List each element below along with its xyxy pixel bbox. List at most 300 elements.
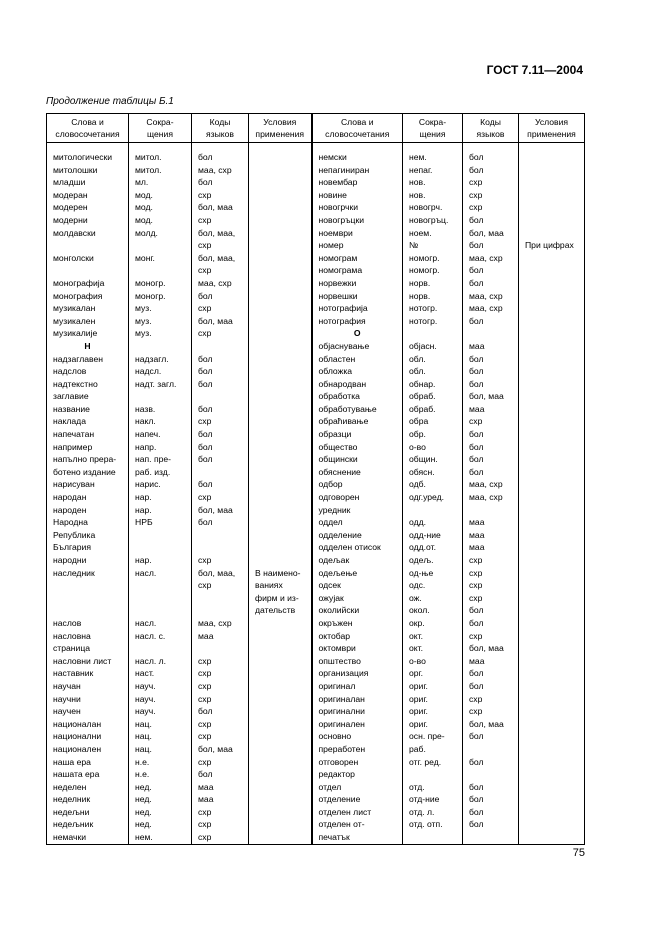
table-cell (249, 340, 312, 353)
table-cell: оригинални (312, 705, 403, 718)
document-id: ГОСТ 7.11—2004 (486, 63, 583, 77)
table-cell (249, 667, 312, 680)
table-row (47, 277, 585, 290)
table-cell (249, 164, 312, 177)
table-cell: обясн. (403, 466, 463, 479)
table-cell: народан (47, 491, 129, 504)
table-cell (519, 277, 585, 290)
table-cell (403, 327, 463, 340)
table-cell: објаснување (312, 340, 403, 353)
table-cell (249, 541, 312, 554)
table-cell (249, 529, 312, 542)
table-cell: схр (463, 189, 519, 202)
table-cell: номогр. (403, 264, 463, 277)
table-cell: схр (192, 302, 249, 315)
table-row (47, 630, 585, 643)
table-cell: отд. (403, 781, 463, 794)
table-cell: уредник (312, 504, 403, 517)
table-row (47, 718, 585, 731)
table-cell (519, 579, 585, 592)
table-row (47, 516, 585, 529)
table-cell: бол (463, 793, 519, 806)
table-cell: неделник (47, 793, 129, 806)
table-cell (519, 466, 585, 479)
table-row (47, 365, 585, 378)
table-cell: надзаглавен (47, 353, 129, 366)
table-cell: бол (192, 290, 249, 303)
table-cell: бол (463, 365, 519, 378)
table-cell: науч. (129, 705, 192, 718)
table-cell: номогр. (403, 252, 463, 265)
table-cell (249, 441, 312, 454)
table-cell: митолошки (47, 164, 129, 177)
table-cell (519, 403, 585, 416)
table-cell: бол, маа (192, 504, 249, 517)
table-cell (519, 390, 585, 403)
table-cell (519, 327, 585, 340)
table-cell (519, 655, 585, 668)
table-cell: маа (192, 793, 249, 806)
table-cell: митол. (129, 151, 192, 164)
table-row (47, 617, 585, 630)
table-cell: маа (463, 529, 519, 542)
table-cell (129, 604, 192, 617)
table-cell: о-во (403, 655, 463, 668)
table-cell: насловни лист (47, 655, 129, 668)
table-cell: бол (463, 164, 519, 177)
table-cell: монография (47, 290, 129, 303)
table-cell (249, 756, 312, 769)
table-cell (129, 529, 192, 542)
table-row (47, 315, 585, 328)
table-cell: напеч. (129, 428, 192, 441)
table-cell: новогрч. (403, 201, 463, 214)
table-row (47, 579, 585, 592)
table-cell: одељење (312, 567, 403, 580)
table-row (47, 491, 585, 504)
table-cell: немачки (47, 831, 129, 844)
table-cell: общество (312, 441, 403, 454)
table-cell (249, 403, 312, 416)
table-cell (519, 831, 585, 844)
table-cell: одсек (312, 579, 403, 592)
table-cell: ориг. (403, 705, 463, 718)
table-cell: обработка (312, 390, 403, 403)
table-cell: научан (47, 680, 129, 693)
table-cell: ориг. (403, 718, 463, 731)
table-cell: № (403, 239, 463, 252)
table-row (47, 453, 585, 466)
section-letter: Н (47, 340, 129, 353)
table-cell: бол (463, 239, 519, 252)
table-cell: нем. (403, 151, 463, 164)
table-cell: нотография (312, 315, 403, 328)
table-cell (129, 239, 192, 252)
table-cell: бол (463, 264, 519, 277)
table-cell: областен (312, 353, 403, 366)
table-cell (519, 604, 585, 617)
table-cell: бол (463, 667, 519, 680)
table-cell: модерни (47, 214, 129, 227)
table-cell: обнародван (312, 378, 403, 391)
table-cell (519, 264, 585, 277)
column-header: Сокра- щения (403, 114, 463, 143)
table-cell: мод. (129, 201, 192, 214)
table-cell: окол. (403, 604, 463, 617)
table-cell: напечатан (47, 428, 129, 441)
table-cell: норвешки (312, 290, 403, 303)
table-cell (519, 617, 585, 630)
table-cell: новогрчки (312, 201, 403, 214)
table-cell: муз. (129, 315, 192, 328)
table-cell: нарисуван (47, 478, 129, 491)
table-cell (249, 705, 312, 718)
table-row (47, 730, 585, 743)
table-cell: ожујак (312, 592, 403, 605)
table-cell: обраб. (403, 390, 463, 403)
table-cell: бол (192, 428, 249, 441)
table-cell: ориг. (403, 680, 463, 693)
table-cell (519, 768, 585, 781)
table-cell (249, 680, 312, 693)
table-cell (519, 478, 585, 491)
table-row (47, 806, 585, 819)
table-cell: митол. (129, 164, 192, 177)
table-cell (47, 592, 129, 605)
table-cell: обл. (403, 365, 463, 378)
table-cell: редактор (312, 768, 403, 781)
table-row (47, 693, 585, 706)
table-cell: схр (463, 554, 519, 567)
table-cell (249, 390, 312, 403)
table-cell: Народна (47, 516, 129, 529)
table-cell: оригинален (312, 718, 403, 731)
table-cell: схр (192, 327, 249, 340)
table-cell: бол, маа, (192, 252, 249, 265)
table-cell (519, 252, 585, 265)
table-cell (249, 201, 312, 214)
table-cell: бол, маа (192, 743, 249, 756)
table-cell (249, 478, 312, 491)
table-cell: неделен (47, 781, 129, 794)
table-cell: схр (192, 579, 249, 592)
table-cell (519, 353, 585, 366)
table-cell: одд.от. (403, 541, 463, 554)
table-cell: схр (463, 693, 519, 706)
table-cell: обяснение (312, 466, 403, 479)
table-cell: НРБ (129, 516, 192, 529)
table-row (47, 504, 585, 517)
table-cell (249, 554, 312, 567)
table-cell: бол, маа (463, 718, 519, 731)
table-cell: молдавски (47, 227, 129, 240)
table-row (47, 705, 585, 718)
table-cell (249, 365, 312, 378)
table-cell: маа, схр (463, 302, 519, 315)
table-row (47, 201, 585, 214)
table-cell (519, 781, 585, 794)
table-cell: окт. (403, 642, 463, 655)
table-cell: основно (312, 730, 403, 743)
table-cell (47, 579, 129, 592)
table-cell: националан (47, 718, 129, 731)
table-cell: обл. (403, 353, 463, 366)
table-cell: нац. (129, 730, 192, 743)
table-cell (519, 730, 585, 743)
table-cell: схр (192, 554, 249, 567)
table-cell: напълно прера- (47, 453, 129, 466)
table-cell: монг. (129, 252, 192, 265)
table-cell: образци (312, 428, 403, 441)
table-cell: схр (192, 655, 249, 668)
table-cell: бол (463, 453, 519, 466)
table-cell (463, 831, 519, 844)
table-cell (129, 390, 192, 403)
table-row (47, 428, 585, 441)
table-cell: В наимено- (249, 567, 312, 580)
table-cell (129, 592, 192, 605)
table-cell: одељ. (403, 554, 463, 567)
section-letter: О (312, 327, 403, 340)
table-cell: нац. (129, 718, 192, 731)
table-cell: мод. (129, 189, 192, 202)
table-cell: моногр. (129, 277, 192, 290)
table-row (47, 554, 585, 567)
table-cell: схр (192, 189, 249, 202)
table-cell: бол, маа, (192, 227, 249, 240)
table-cell: схр (463, 705, 519, 718)
table-cell: насловна (47, 630, 129, 643)
table-cell: надсл. (129, 365, 192, 378)
table-cell (519, 315, 585, 328)
table-cell (249, 793, 312, 806)
table-cell: назв. (129, 403, 192, 416)
table-cell: наставник (47, 667, 129, 680)
table-cell: схр (192, 730, 249, 743)
table-cell: отд. л. (403, 806, 463, 819)
table-cell (249, 315, 312, 328)
table-cell: нац. (129, 743, 192, 756)
table-cell (519, 189, 585, 202)
table-cell: нотогр. (403, 302, 463, 315)
table-cell: нед. (129, 806, 192, 819)
table-cell: обр. (403, 428, 463, 441)
column-header: Коды языков (192, 114, 249, 143)
table-cell (519, 806, 585, 819)
table-cell (519, 340, 585, 353)
table-cell: молд. (129, 227, 192, 240)
table-cell: национален (47, 743, 129, 756)
table-cell (249, 730, 312, 743)
table-cell (519, 705, 585, 718)
table-cell: нем. (129, 831, 192, 844)
table-cell: общински (312, 453, 403, 466)
table-cell: схр (463, 592, 519, 605)
table-cell: номограма (312, 264, 403, 277)
table-cell: бол (463, 151, 519, 164)
table-cell: организация (312, 667, 403, 680)
table-cell: народен (47, 504, 129, 517)
table-cell: надзагл. (129, 353, 192, 366)
table-cell: маа, схр (192, 617, 249, 630)
table-row (47, 680, 585, 693)
table-cell (249, 428, 312, 441)
table-cell: обраб. (403, 403, 463, 416)
table-cell: бол (463, 315, 519, 328)
table-cell (403, 504, 463, 517)
table-cell: науч. (129, 680, 192, 693)
table-cell (249, 655, 312, 668)
table-cell: схр (192, 415, 249, 428)
table-cell (403, 768, 463, 781)
table-row (47, 227, 585, 240)
table-cell: бол (463, 428, 519, 441)
table-cell: схр (192, 806, 249, 819)
table-cell (129, 579, 192, 592)
table-cell: схр (192, 667, 249, 680)
table-cell: о-во (403, 441, 463, 454)
table-body (47, 143, 585, 845)
table-cell: надт. загл. (129, 378, 192, 391)
table-row (47, 302, 585, 315)
table-cell (129, 541, 192, 554)
table-cell (519, 164, 585, 177)
table-cell (192, 466, 249, 479)
table-cell: бол (463, 277, 519, 290)
table-cell (249, 743, 312, 756)
table-cell: модеран (47, 189, 129, 202)
table-cell (403, 831, 463, 844)
table-cell: накл. (129, 415, 192, 428)
table-cell (249, 630, 312, 643)
table-cell (249, 504, 312, 517)
table-cell (519, 793, 585, 806)
table-cell (249, 378, 312, 391)
table-cell (192, 642, 249, 655)
table-cell: страница (47, 642, 129, 655)
table-cell (192, 340, 249, 353)
table-cell (519, 441, 585, 454)
table-cell: бол (192, 365, 249, 378)
table-cell: бол (463, 604, 519, 617)
page-number: 75 (572, 847, 585, 859)
table-cell (249, 768, 312, 781)
table-cell (249, 415, 312, 428)
table-cell (463, 327, 519, 340)
table-cell: маа (463, 403, 519, 416)
table-cell: Република (47, 529, 129, 542)
table-cell: мл. (129, 176, 192, 189)
table-row (47, 390, 585, 403)
table-cell: непаг. (403, 164, 463, 177)
table-cell: схр (463, 201, 519, 214)
table-cell: бол (463, 353, 519, 366)
table-cell: окр. (403, 617, 463, 630)
table-row (47, 340, 585, 353)
table-cell: музикалан (47, 302, 129, 315)
table-row (47, 164, 585, 177)
table-cell: дательств (249, 604, 312, 617)
table-cell: маа (463, 340, 519, 353)
table-cell: бол, маа (463, 227, 519, 240)
table-cell: бол (192, 768, 249, 781)
table-cell: одељак (312, 554, 403, 567)
table-cell: од-ње (403, 567, 463, 580)
table-row (47, 793, 585, 806)
table-cell (519, 516, 585, 529)
table-cell: непагиниран (312, 164, 403, 177)
table-cell: октомври (312, 642, 403, 655)
table-cell: монографија (47, 277, 129, 290)
table-cell (519, 818, 585, 831)
table-cell (47, 239, 129, 252)
table-cell: бол (463, 806, 519, 819)
table-cell: одг.уред. (403, 491, 463, 504)
table-cell: надтекстно (47, 378, 129, 391)
table-cell: бол (192, 516, 249, 529)
table-cell: бол (192, 151, 249, 164)
table-cell: новогръц. (403, 214, 463, 227)
table-cell: схр (192, 680, 249, 693)
table-cell: норвежки (312, 277, 403, 290)
table-cell (249, 617, 312, 630)
column-header: Сокра- щения (129, 114, 192, 143)
table-cell (519, 592, 585, 605)
table-cell: осн. пре- (403, 730, 463, 743)
table-cell: муз. (129, 302, 192, 315)
table-cell: бол (463, 756, 519, 769)
table-cell (129, 264, 192, 277)
table-cell: маа (192, 630, 249, 643)
table-cell: мод. (129, 214, 192, 227)
table-cell: При цифрах (519, 239, 585, 252)
table-cell: одделен отисок (312, 541, 403, 554)
table-cell (249, 239, 312, 252)
table-cell: отдел (312, 781, 403, 794)
table-cell (519, 567, 585, 580)
table-cell: муз. (129, 327, 192, 340)
table-cell (519, 151, 585, 164)
table-cell: отделен лист (312, 806, 403, 819)
table-cell (519, 428, 585, 441)
table-cell: бол (463, 818, 519, 831)
table-cell: бол (192, 353, 249, 366)
table-cell: одс. (403, 579, 463, 592)
table-cell: бол (192, 378, 249, 391)
table-cell (249, 151, 312, 164)
table-cell: бол, маа (192, 201, 249, 214)
column-header: Слова и словосочетания (312, 114, 403, 143)
table-cell (519, 756, 585, 769)
table-cell: млaдши (47, 176, 129, 189)
table-cell: одговорен (312, 491, 403, 504)
table-cell: наслов (47, 617, 129, 630)
table-cell: обнар. (403, 378, 463, 391)
table-cell (249, 227, 312, 240)
table-cell: наша ера (47, 756, 129, 769)
table-cell: наст. (129, 667, 192, 680)
table-cell (519, 302, 585, 315)
table-cell: маа, схр (463, 290, 519, 303)
table-cell: бол (463, 781, 519, 794)
table-cell: ботено издание (47, 466, 129, 479)
table-row (47, 176, 585, 189)
table-cell (249, 453, 312, 466)
table-cell (249, 189, 312, 202)
table-cell: окръжен (312, 617, 403, 630)
table-cell (249, 264, 312, 277)
table-cell: схр (463, 630, 519, 643)
